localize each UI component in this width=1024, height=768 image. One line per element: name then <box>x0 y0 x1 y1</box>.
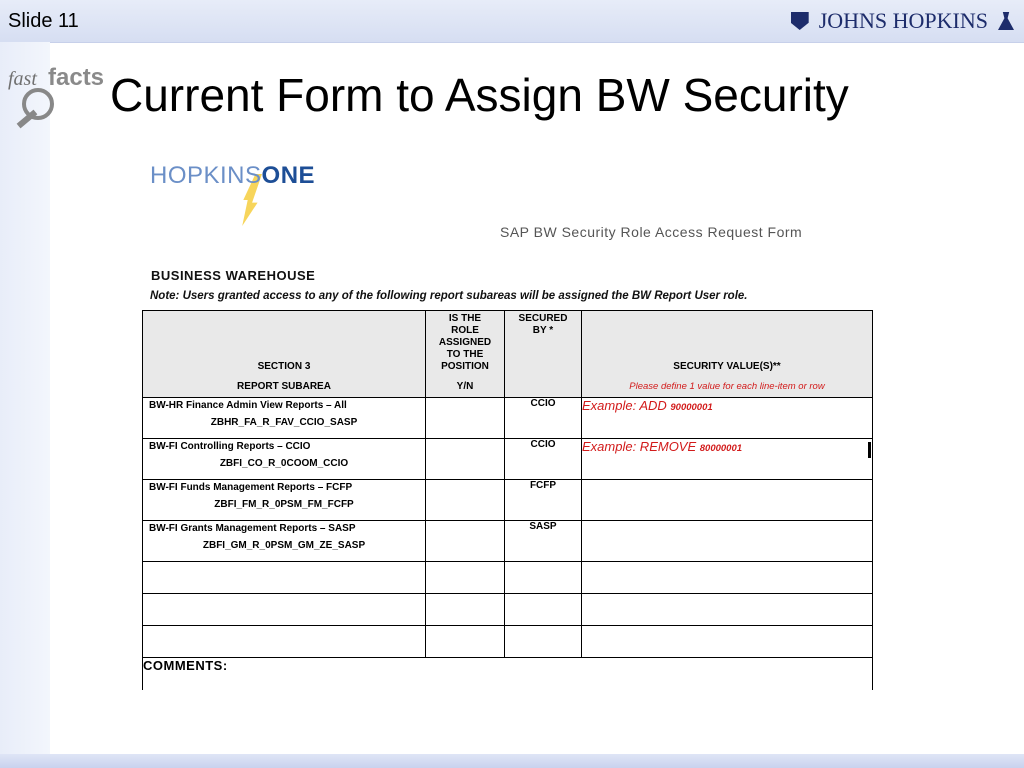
role-assigned-input[interactable] <box>426 439 505 480</box>
header-section <box>143 311 426 398</box>
secured-by-cell: SASP <box>505 521 582 562</box>
fastfacts-facts-text: facts <box>48 64 105 91</box>
example-text: Example: ADD <box>582 398 671 413</box>
header-role-assigned: IS THE ROLE ASSIGNED TO THE POSITION Y/N <box>426 311 505 398</box>
example-text: Example: REMOVE <box>582 439 700 454</box>
hopkinsone-logo <box>150 160 350 220</box>
security-value-input[interactable] <box>582 480 873 521</box>
logo-text-hopkins: HOPKINS <box>150 162 262 189</box>
header-values-title: SECURITY VALUE(S)** <box>673 361 781 372</box>
security-value-input[interactable] <box>582 626 873 658</box>
role-assigned-input[interactable] <box>426 594 505 626</box>
example-number: 90000001 <box>670 402 713 413</box>
secured-by-input[interactable] <box>505 594 582 626</box>
request-form-table <box>142 310 873 690</box>
subarea-code: ZBFI_FM_R_0PSM_FM_FCFP <box>214 499 354 510</box>
slide-header-bar <box>0 0 1024 43</box>
subarea-code: ZBFI_GM_R_0PSM_GM_ZE_SASP <box>202 540 366 551</box>
subarea-input[interactable] <box>143 626 426 658</box>
example-number: 80000001 <box>699 443 743 454</box>
security-value-input[interactable] <box>582 562 873 594</box>
header-section-line1: SECTION 3 <box>257 361 311 372</box>
comments-field[interactable] <box>143 658 873 691</box>
security-value-input[interactable] <box>582 439 873 480</box>
slide-footer-bar <box>0 754 1024 768</box>
header-security-values <box>582 311 873 398</box>
table-header-row <box>143 311 873 398</box>
subarea-title: BW-FI Controlling Reports – CCIO <box>149 441 311 452</box>
security-value-input[interactable] <box>582 398 873 439</box>
header-values-note: Please define 1 value for each line-item or row <box>629 381 825 392</box>
fastfacts-logo <box>8 64 108 124</box>
slide-number-label: Slide 11 <box>8 10 79 32</box>
table-row-empty <box>143 626 873 658</box>
secured-by-input[interactable] <box>505 562 582 594</box>
table-row-empty <box>143 562 873 594</box>
subarea-cell <box>143 521 426 562</box>
subarea-input[interactable] <box>143 562 426 594</box>
secured-by-cell: FCFP <box>505 480 582 521</box>
subarea-title: BW-FI Funds Management Reports – FCFP <box>149 482 353 493</box>
header-yn: Y/N <box>456 381 474 392</box>
secured-by-cell: CCIO <box>505 398 582 439</box>
form-title: SAP BW Security Role Access Request Form <box>500 224 803 240</box>
text-cursor-marker <box>868 442 871 458</box>
table-row <box>143 398 873 439</box>
subarea-code: ZBFI_CO_R_0COOM_CCIO <box>219 458 349 469</box>
role-assigned-input[interactable] <box>426 398 505 439</box>
logo-text-one: ONE <box>261 162 316 189</box>
comments-row <box>143 658 873 691</box>
table-row <box>143 439 873 480</box>
shield-icon <box>791 12 809 30</box>
form-note: Note: Users granted access to any of the following report subareas will be assigned the BW Report User role. <box>150 290 748 302</box>
subarea-input[interactable] <box>143 594 426 626</box>
left-decor-strip <box>0 42 50 754</box>
security-value-input[interactable] <box>582 521 873 562</box>
subarea-code: ZBHR_FA_R_FAV_CCIO_SASP <box>210 417 358 428</box>
role-assigned-input[interactable] <box>426 562 505 594</box>
role-assigned-input[interactable] <box>426 521 505 562</box>
johns-hopkins-logo <box>791 8 1014 34</box>
slide-title: Current Form to Assign BW Security <box>110 69 849 121</box>
role-assigned-input[interactable] <box>426 480 505 521</box>
security-value-input[interactable] <box>582 594 873 626</box>
subarea-cell <box>143 480 426 521</box>
table-row <box>143 480 873 521</box>
header-secured-by: SECURED BY * <box>505 311 582 398</box>
subarea-cell <box>143 439 426 480</box>
role-assigned-input[interactable] <box>426 626 505 658</box>
hopkinsone-logo-text <box>150 162 315 190</box>
subarea-cell <box>143 398 426 439</box>
header-section-line2: REPORT SUBAREA <box>237 381 331 392</box>
section-heading: BUSINESS WAREHOUSE <box>151 268 316 283</box>
table-row-empty <box>143 594 873 626</box>
comments-label: COMMENTS: <box>143 658 228 673</box>
subarea-title: BW-HR Finance Admin View Reports – All <box>149 400 347 411</box>
table-row <box>143 521 873 562</box>
secured-by-input[interactable] <box>505 626 582 658</box>
brand-text: JOHNS HOPKINS <box>818 8 988 33</box>
subarea-title: BW-FI Grants Management Reports – SASP <box>149 523 356 534</box>
secured-by-cell: CCIO <box>505 439 582 480</box>
fastfacts-fast-text: fast <box>8 68 37 90</box>
statue-icon <box>998 12 1014 30</box>
